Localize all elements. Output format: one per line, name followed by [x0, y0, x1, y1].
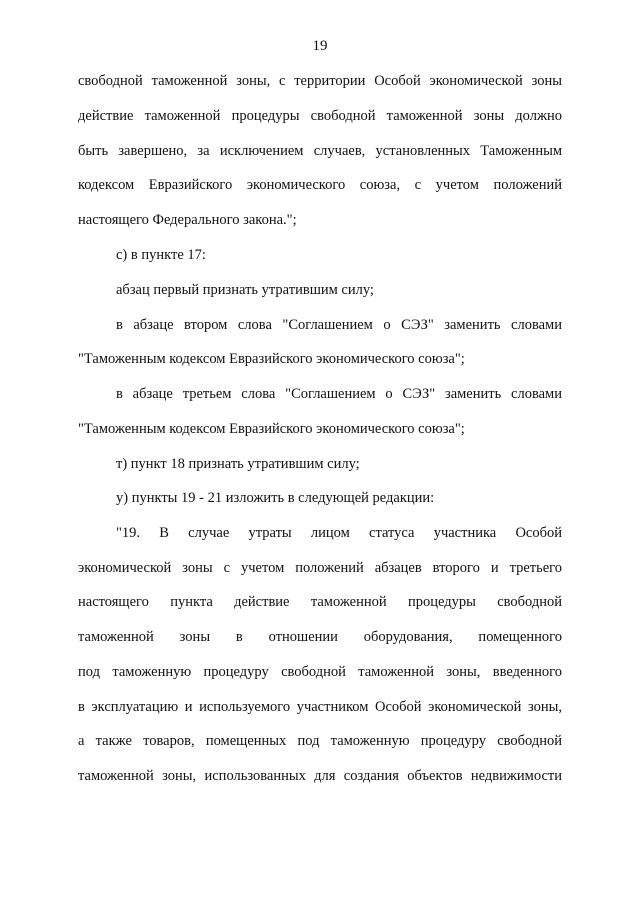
text-line: быть завершено, за исключением случаев, установленных Таможенным [78, 143, 562, 159]
text-line: с) в пункте 17: [116, 247, 206, 263]
text-line: под таможенную процедуру свободной таможенной зоны, введенного [78, 664, 562, 680]
text-line: действие таможенной процедуры свободной таможенной зоны должно [78, 108, 562, 124]
text-line: в эксплуатацию и используемого участником Особой экономической зоны, [78, 699, 562, 715]
text-line: т) пункт 18 признать утратившим силу; [116, 456, 360, 472]
page-number: 19 [312, 38, 328, 54]
text-line: настоящего пункта действие таможенной процедуры свободной [78, 594, 562, 610]
text-line: в абзаце втором слова "Соглашением о СЭЗ" заменить словами [116, 317, 562, 333]
text-line: кодексом Евразийского экономического союза, с учетом положений [78, 177, 562, 193]
text-line: настоящего Федерального закона."; [78, 212, 297, 228]
text-line: "Таможенным кодексом Евразийского экономического союза"; [78, 421, 465, 437]
text-line: "19. В случае утраты лицом статуса участника Особой [116, 525, 562, 541]
text-line: у) пункты 19 - 21 изложить в следующей редакции: [116, 490, 435, 506]
text-line: таможенной зоны, использованных для создания объектов недвижимости [78, 768, 562, 784]
text-line: таможенной зоны в отношении оборудования, помещенного [78, 629, 562, 645]
text-line: в абзаце третьем слова "Соглашением о СЭЗ" заменить словами [116, 386, 562, 402]
text-line: а также товаров, помещенных под таможенную процедуру свободной [78, 733, 562, 749]
text-line: "Таможенным кодексом Евразийского экономического союза"; [78, 351, 465, 367]
text-line: свободной таможенной зоны, с территории Особой экономической зоны [78, 73, 562, 89]
text-line: экономической зоны с учетом положений абзацев второго и третьего [78, 560, 562, 576]
text-line: абзац первый признать утратившим силу; [116, 282, 374, 298]
